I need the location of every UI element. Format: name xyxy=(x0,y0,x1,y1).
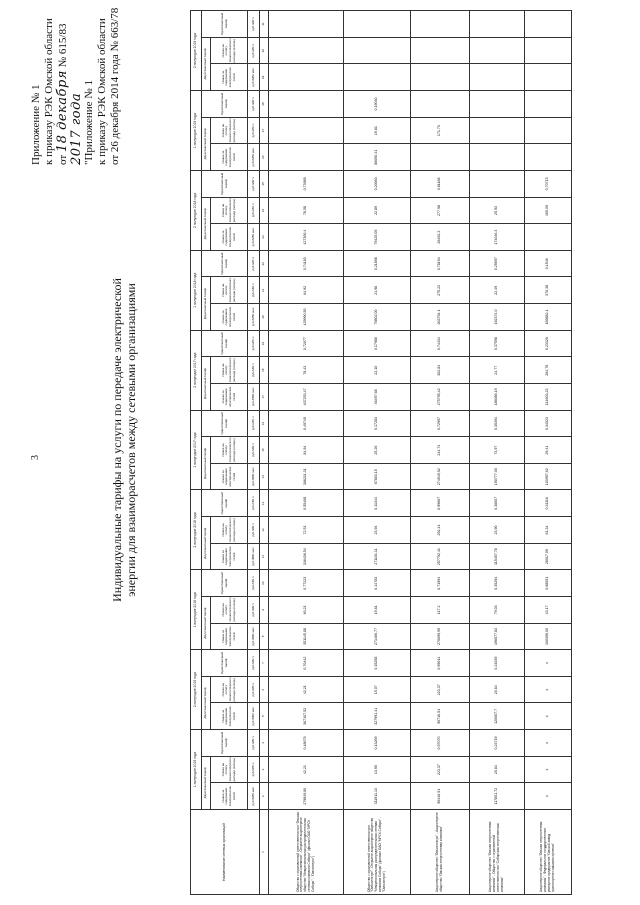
column-number: 24 xyxy=(260,197,269,224)
tariff-value-cell: 244,74 xyxy=(411,437,470,464)
column-number: 16 xyxy=(260,410,269,437)
unit-kwh: руб./кВт·ч xyxy=(248,250,260,277)
tariff-value-cell: 0,55408 xyxy=(269,490,344,517)
tariff-value-cell: x xyxy=(525,703,572,730)
tariff-value-cell xyxy=(525,224,572,251)
tariff-value-cell: 0,99667 xyxy=(411,490,470,517)
unit-mw: руб./МВт·мес xyxy=(248,144,260,171)
tariff-value-cell xyxy=(525,37,572,64)
two-rate-header: Двухставочный тариф xyxy=(202,277,211,330)
tariff-value-cell: 275,22 xyxy=(411,277,470,304)
unit-kwh: руб./кВт·ч xyxy=(248,490,260,517)
single-rate-header: Одноставочный тариф xyxy=(202,11,248,38)
tariff-value-cell: 0,38007 xyxy=(470,490,525,517)
appendix-line-1: Приложение № 1 xyxy=(30,84,42,165)
unit-kwh: руб./кВт·ч xyxy=(248,37,260,64)
tariff-value-cell: x xyxy=(525,676,572,703)
unit-kwh: руб./кВт·ч xyxy=(248,756,260,783)
two-rate-header: Двухставочный тариф xyxy=(202,517,211,570)
tariff-value-cell: 223,37 xyxy=(411,676,470,703)
tariff-value-cell: 22,89 xyxy=(344,197,411,224)
loss-rate-header: ставка на оплату технологического расхода (потерь) xyxy=(211,357,248,384)
tariff-value-cell: 192374,0 xyxy=(470,304,525,331)
tariff-value-cell: 367107,52 xyxy=(269,703,344,730)
handwritten-year: 2017 года xyxy=(69,92,84,165)
unit-kwh: руб./кВт·ч xyxy=(248,517,260,544)
tariff-value-cell xyxy=(344,37,411,64)
tariff-value-cell: 79,03 xyxy=(470,597,525,624)
tariff-value-cell: 171,73 xyxy=(411,117,470,144)
handwritten-date: 18 декабря xyxy=(55,70,70,153)
appendix-from: от xyxy=(57,154,69,165)
title-line-1: Индивидуальные тарифы на услуги по передаче электрической xyxy=(110,278,124,602)
loss-rate-header: ставка на оплату технологического расхода (потерь) xyxy=(211,117,248,144)
tariff-value-cell: 0,17986 xyxy=(344,330,411,357)
tariff-value-cell: 190777,00 xyxy=(470,463,525,490)
tariff-value-cell: 28017,09 xyxy=(525,543,572,570)
tariff-value-cell: 20,84 xyxy=(470,756,525,783)
loss-rate-header: ставка на оплату технологического расхода (потерь) xyxy=(211,517,248,544)
org-name-header: Наименование сетевых организаций xyxy=(191,810,260,895)
unit-kwh: руб./кВт·ч xyxy=(248,570,260,597)
column-number: 8 xyxy=(260,623,269,650)
tariff-value-cell: 0,48679 xyxy=(269,730,344,757)
maintenance-rate-header: ставка за содержание электрических сетей xyxy=(211,623,248,650)
tariff-value-cell: 0,49749 xyxy=(269,410,344,437)
tariff-value-cell: 0,73989 xyxy=(269,171,344,198)
unit-kwh: руб./кВт·ч xyxy=(248,676,260,703)
tariff-value-cell: 86050,41 xyxy=(344,144,411,171)
tariff-value-cell: x xyxy=(525,783,572,810)
tariff-value-cell: 0,37598 xyxy=(470,330,525,357)
table-row xyxy=(411,11,470,895)
unit-kwh: руб./кВт·ч xyxy=(248,357,260,384)
column-number: 9 xyxy=(260,597,269,624)
tariff-value-cell: 223,37 xyxy=(411,756,470,783)
year-header: 2 полугодие 2017 года xyxy=(191,330,202,410)
tariff-value-cell: 78,43 xyxy=(269,357,344,384)
tariff-value-cell: 26492,3 xyxy=(411,224,470,251)
tariff-value-cell xyxy=(470,37,525,64)
column-number: 21 xyxy=(260,277,269,304)
tariff-value-cell xyxy=(470,117,525,144)
unit-kwh: руб./кВт·ч xyxy=(248,597,260,624)
tariff-value-cell xyxy=(269,64,344,91)
tariff-value-cell: 19,81 xyxy=(344,597,411,624)
year-header: 2 полугодие 2015 года xyxy=(191,650,202,730)
tariff-value-cell: x xyxy=(525,650,572,677)
table-row xyxy=(470,11,525,895)
column-number: 11 xyxy=(260,543,269,570)
tariff-value-cell: 22,10 xyxy=(344,357,411,384)
tariff-value-cell: 351145,88 xyxy=(269,623,344,650)
tariff-table xyxy=(190,10,572,895)
tariff-value-cell: 0,1546 xyxy=(525,250,572,277)
year-header: 2 полугодие 2018 года xyxy=(191,171,202,251)
tariff-value-cell xyxy=(470,11,525,38)
tariff-value-cell: 0,15258 xyxy=(344,650,411,677)
org-name-cell: Общество с ограниченной ответственностью "Омская энергосетевая компания" - Открытое акционерное общество "Межрегиональная распределительная сетевая компания Сибири" (филиал ОАО "МРСК Сибири" - "Омскэнерго") xyxy=(269,810,344,895)
single-rate-header: Одноставочный тариф xyxy=(202,490,248,517)
column-number: 30 xyxy=(260,37,269,64)
column-number: 7 xyxy=(260,650,269,677)
tariff-value-cell: 0,74183 xyxy=(269,250,344,277)
maintenance-rate-header: ставка за содержание электрических сетей xyxy=(211,463,248,490)
appendix-line-3 xyxy=(56,5,70,165)
column-number: 18 xyxy=(260,357,269,384)
tariff-value-cell: 0,35294 xyxy=(470,570,525,597)
appendix-line-2: к приказу РЭК Омской области xyxy=(43,18,55,165)
column-number: 20 xyxy=(260,304,269,331)
tariff-value-cell: x xyxy=(525,756,572,783)
column-number: 23 xyxy=(260,224,269,251)
tariff-value-cell xyxy=(525,144,572,171)
column-number: 6 xyxy=(260,676,269,703)
tariff-value-cell: 257792,41 xyxy=(411,543,470,570)
year-header: 2 полугодие 2019 года xyxy=(191,11,202,91)
tariff-value-cell: 25,26 xyxy=(344,437,411,464)
year-header: 1 полугодие 2019 года xyxy=(191,91,202,171)
tariff-value-cell: 0,25697 xyxy=(470,250,525,277)
maintenance-rate-header: ставка за содержание электрических сетей xyxy=(211,304,248,331)
tariff-value-cell: 46497,68 xyxy=(344,384,411,411)
tariff-value-cell: 0,68051 xyxy=(525,570,572,597)
tariff-value-cell: 60,21 xyxy=(269,597,344,624)
tariff-value-cell xyxy=(525,64,572,91)
tariff-value-cell: 0,72997 xyxy=(411,410,470,437)
tariff-value-cell: 274549,92 xyxy=(411,463,470,490)
column-number: 2 xyxy=(260,783,269,810)
maintenance-rate-header: ставка за содержание электрических сетей xyxy=(211,224,248,251)
unit-kwh: руб./кВт·ч xyxy=(248,437,260,464)
unit-kwh: руб./кВт·ч xyxy=(248,197,260,224)
single-rate-header: Одноставочный тариф xyxy=(202,91,248,118)
tariff-value-cell: 336436,54 xyxy=(269,543,344,570)
tariff-value-cell xyxy=(269,144,344,171)
tariff-value-cell: 0,23719 xyxy=(470,730,525,757)
tariff-value-cell: 29,41 xyxy=(525,437,572,464)
tariff-value-cell xyxy=(525,91,572,118)
tariff-value-cell: 23,94 xyxy=(344,517,411,544)
tariff-value-cell: 103957,62 xyxy=(525,463,572,490)
tariff-value-cell xyxy=(344,64,411,91)
tariff-value-cell: 0,81168 xyxy=(411,171,470,198)
tariff-value-cell xyxy=(344,11,411,38)
tariff-value-cell: 189882,1 xyxy=(525,304,572,331)
loss-rate-header: ставка на оплату технологического расхода (потерь) xyxy=(211,37,248,64)
tariff-value-cell: 0,70715 xyxy=(525,171,572,198)
tariff-value-cell: 43,17 xyxy=(525,597,572,624)
tariff-value-cell xyxy=(269,117,344,144)
tariff-value-cell: 0,99014 xyxy=(411,650,470,677)
tariff-value-cell: 0,78194 xyxy=(411,250,470,277)
maintenance-rate-header: ставка за содержание электрических сетей xyxy=(211,543,248,570)
tariff-value-cell: 67803,15 xyxy=(344,463,411,490)
tariff-value-cell: 407253,47 xyxy=(269,384,344,411)
table-row xyxy=(269,11,344,895)
tariff-value-cell: 0,14783 xyxy=(344,570,411,597)
appendix-header xyxy=(30,5,122,165)
tariff-value-cell: 0,20063 xyxy=(344,171,411,198)
two-rate-header: Двухставочный тариф xyxy=(202,437,211,490)
tariff-value-cell xyxy=(269,11,344,38)
unit-kwh: руб./кВт·ч xyxy=(248,650,260,677)
column-number: 5 xyxy=(260,703,269,730)
tariff-value-cell: 100396,00 xyxy=(525,623,572,650)
tariff-value-cell: 277,98 xyxy=(411,197,470,224)
tariff-value-cell xyxy=(411,144,470,171)
year-header: 1 полугодие 2017 года xyxy=(191,410,202,490)
column-number: 12 xyxy=(260,517,269,544)
loss-rate-header: ставка на оплату технологического расхода (потерь) xyxy=(211,277,248,304)
appendix-line-4: "Приложение № 1 xyxy=(83,79,95,165)
tariff-value-cell: 120007,7 xyxy=(470,703,525,730)
tariff-value-cell: 21,98 xyxy=(344,277,411,304)
two-rate-header: Двухставочный тариф xyxy=(202,197,211,250)
tariff-value-cell: 79802,00 xyxy=(344,304,411,331)
tariff-value-cell: 115457,78 xyxy=(470,543,525,570)
tariff-value-cell: 279849,80 xyxy=(269,783,344,810)
tariff-value-cell: 196077,83 xyxy=(470,623,525,650)
tariff-value-cell xyxy=(525,11,572,38)
unit-kwh: руб./кВт·ч xyxy=(248,91,260,118)
loss-rate-header: ставка на оплату технологического расхода (потерь) xyxy=(211,676,248,703)
unit-kwh: руб./кВт·ч xyxy=(248,730,260,757)
year-header: 1 полугодие 2018 года xyxy=(191,250,202,330)
tariff-value-cell: 263794,1 xyxy=(411,304,470,331)
tariff-value-cell: 0,11344 xyxy=(344,490,411,517)
maintenance-rate-header: ставка за содержание электрических сетей xyxy=(211,64,248,91)
tariff-value-cell: 386211,31 xyxy=(269,463,344,490)
maintenance-rate-header: ставка за содержание электрических сетей xyxy=(211,703,248,730)
tariff-value-cell xyxy=(411,91,470,118)
tariff-value-cell: 292,41 xyxy=(411,517,470,544)
title-line-2: энергии для взаиморасчетов между сетевыми организациями xyxy=(124,283,138,597)
tariff-value-cell: 0,71994 xyxy=(411,570,470,597)
tariff-value-cell: 270099,99 xyxy=(411,623,470,650)
tariff-value-cell xyxy=(411,37,470,64)
unit-mw: руб./МВт·мес xyxy=(248,224,260,251)
unit-kwh: руб./кВт·ч xyxy=(248,117,260,144)
tariff-value-cell: 114603,23 xyxy=(525,384,572,411)
column-number: 17 xyxy=(260,384,269,411)
tariff-value-cell: 90716,51 xyxy=(411,703,470,730)
tariff-value-cell: 302,84 xyxy=(411,357,470,384)
tariff-value-cell: 264,78 xyxy=(525,357,572,384)
column-number: 25 xyxy=(260,171,269,198)
tariff-value-cell xyxy=(470,91,525,118)
tariff-value-cell: 271101,11 xyxy=(344,543,411,570)
tariff-value-cell: 0,23326 xyxy=(525,330,572,357)
year-header: 2 полугодие 2016 года xyxy=(191,490,202,570)
column-number: 26 xyxy=(260,144,269,171)
column-number: 31 xyxy=(260,11,269,38)
tariff-value-cell: 165,09 xyxy=(525,197,572,224)
tariff-value-cell xyxy=(470,64,525,91)
unit-mw: руб./МВт·мес xyxy=(248,623,260,650)
column-number: 10 xyxy=(260,570,269,597)
single-rate-header: Одноставочный тариф xyxy=(202,730,248,757)
appendix-line-5: к приказу РЭК Омской области xyxy=(96,18,108,165)
loss-rate-header: ставка на оплату технологического расхода (потерь) xyxy=(211,756,248,783)
tariff-value-cell: 117801,72 xyxy=(470,783,525,810)
single-rate-header: Одноставочный тариф xyxy=(202,250,248,277)
tariff-value-cell: 42,21 xyxy=(269,676,344,703)
unit-kwh: руб./кВт·ч xyxy=(248,11,260,38)
maintenance-rate-header: ставка за содержание электрических сетей xyxy=(211,384,248,411)
tariff-value-cell: 22,49 xyxy=(470,277,525,304)
unit-kwh: руб./кВт·ч xyxy=(248,171,260,198)
tariff-value-cell xyxy=(269,37,344,64)
two-rate-header: Двухставочный тариф xyxy=(202,676,211,729)
two-rate-header: Двухставочный тариф xyxy=(202,756,211,809)
unit-kwh: руб./кВт·ч xyxy=(248,410,260,437)
unit-mw: руб./МВт·мес xyxy=(248,543,260,570)
tariff-value-cell xyxy=(525,117,572,144)
tariff-value-cell: 90446,51 xyxy=(411,783,470,810)
unit-mw: руб./МВт·мес xyxy=(248,703,260,730)
single-rate-header: Одноставочный тариф xyxy=(202,570,248,597)
single-rate-header: Одноставочный тариф xyxy=(202,650,248,677)
tariff-value-cell: 0,31116 xyxy=(525,490,572,517)
tariff-value-cell: 0,72077 xyxy=(269,330,344,357)
tariff-value-cell: x xyxy=(525,730,572,757)
table-row xyxy=(344,11,411,895)
tariff-value-cell: 370,38 xyxy=(525,277,572,304)
unit-mw: руб./МВт·мес xyxy=(248,384,260,411)
tariff-value-cell: 61,34 xyxy=(525,517,572,544)
column-number: 19 xyxy=(260,330,269,357)
loss-rate-header: ставка на оплату технологического расхода (потерь) xyxy=(211,437,248,464)
org-name-cell: Акционерное общество "Омская энергосетевая компания" - Общество с ограниченной ответственностью "Сибирская энергетическая компания" xyxy=(470,810,525,895)
tariff-value-cell: 0,19030 xyxy=(344,91,411,118)
two-rate-header: Двухставочный тариф xyxy=(202,117,211,170)
column-number: 14 xyxy=(260,463,269,490)
appendix-line-6: от 26 декабря 2014 года № 663/78 xyxy=(109,7,121,165)
tariff-value-cell: 19,81 xyxy=(344,117,411,144)
tariff-value-cell xyxy=(411,64,470,91)
maintenance-rate-header: ставка за содержание электрических сетей xyxy=(211,783,248,810)
tariff-value-cell: 73,97 xyxy=(470,437,525,464)
org-name-cell: Акционерное общество "Омская энергосетевая компания" - Федеральное государственное унитарное предприятие "Омский завод транспортного машиностроения" xyxy=(525,810,572,895)
tariff-value-cell: 25,93 xyxy=(470,197,525,224)
unit-mw: руб./МВт·мес xyxy=(248,304,260,331)
tariff-value-cell: 0,17283 xyxy=(344,410,411,437)
org-name-cell: Общество с ограниченной ответственностью "Омскэлектро" - Открытое акционерное общество "Межрегиональная распределительная сетевая компания Сибири" (филиал ОАО "МРСК Сибири" - "Омскэнерго") xyxy=(344,810,411,895)
tariff-value-cell xyxy=(470,144,525,171)
maintenance-rate-header: ставка за содержание электрических сетей xyxy=(211,144,248,171)
column-number: 3 xyxy=(260,756,269,783)
tariff-value-cell: 186086,19 xyxy=(470,384,525,411)
year-header: 1 полугодие 2016 года xyxy=(191,570,202,650)
column-number: 22 xyxy=(260,250,269,277)
tariff-value-cell: 0,35394 xyxy=(470,410,525,437)
unit-mw: руб./МВт·мес xyxy=(248,64,260,91)
tariff-value-cell: 42,21 xyxy=(269,756,344,783)
tariff-value-cell: 0,97070 xyxy=(411,730,470,757)
tariff-value-cell: 427300,4 xyxy=(269,224,344,251)
tariff-value-cell: 72,51 xyxy=(269,517,344,544)
tariff-value-cell: 0,13269 xyxy=(344,730,411,757)
column-number: 28 xyxy=(260,91,269,118)
tariff-value-cell: 275795,42 xyxy=(411,384,470,411)
column-number: 15 xyxy=(260,437,269,464)
tariff-value-cell: 271466,77 xyxy=(344,623,411,650)
tariff-value-cell xyxy=(411,11,470,38)
tariff-value-cell: 84,94 xyxy=(269,437,344,464)
tariff-value-cell: 174046,3 xyxy=(470,224,525,251)
tariff-value-cell: 117,2 xyxy=(411,597,470,624)
tariff-value-cell: 429990,50 xyxy=(269,304,344,331)
column-number: 13 xyxy=(260,490,269,517)
tariff-value-cell: 13,90 xyxy=(344,756,411,783)
tariff-value-cell: 64,92 xyxy=(269,277,344,304)
tariff-value-cell: 0,74434 xyxy=(411,330,470,357)
tariff-value-cell: 0,77223 xyxy=(269,570,344,597)
tariff-value-cell: 0,70442 xyxy=(269,650,344,677)
unit-kwh: руб./кВт·ч xyxy=(248,330,260,357)
column-number: 27 xyxy=(260,117,269,144)
column-number: 1 xyxy=(260,810,269,895)
tariff-value-cell: 78,58 xyxy=(269,197,344,224)
tariff-value-cell xyxy=(470,171,525,198)
unit-mw: руб./МВт·мес xyxy=(248,783,260,810)
loss-rate-header: ставка на оплату технологического расхода (потерь) xyxy=(211,597,248,624)
two-rate-header: Двухставочный тариф xyxy=(202,357,211,410)
single-rate-header: Одноставочный тариф xyxy=(202,330,248,357)
tariff-value-cell: 0,34023 xyxy=(525,410,572,437)
tariff-value-cell: 327991,41 xyxy=(344,703,411,730)
document-title xyxy=(110,225,138,655)
column-number: 29 xyxy=(260,64,269,91)
tariff-value-cell: 79425,05 xyxy=(344,224,411,251)
loss-rate-header: ставка на оплату технологического расхода (потерь) xyxy=(211,197,248,224)
column-number: 4 xyxy=(260,730,269,757)
tariff-value-cell: 15,07 xyxy=(344,676,411,703)
single-rate-header: Одноставочный тариф xyxy=(202,171,248,198)
year-header: 1 полугодие 2015 года xyxy=(191,730,202,810)
unit-kwh: руб./кВт·ч xyxy=(248,277,260,304)
org-name-cell: Акционерное общество "Омскэлектро" - Акционерное общество "Омская энергосетевая компания" xyxy=(411,810,470,895)
tariff-value-cell: 20,84 xyxy=(470,676,525,703)
two-rate-header: Двухставочный тариф xyxy=(202,37,211,90)
tariff-value-cell: 24,77 xyxy=(470,357,525,384)
table-row xyxy=(525,11,572,895)
tariff-value-cell xyxy=(269,91,344,118)
tariff-value-cell: 0,24039 xyxy=(470,650,525,677)
tariff-value-cell: 0,21898 xyxy=(344,250,411,277)
tariff-value-cell: 311911,13 xyxy=(344,783,411,810)
tariff-value-cell: 23,90 xyxy=(470,517,525,544)
single-rate-header: Одноставочный тариф xyxy=(202,410,248,437)
page-number: 3 xyxy=(30,455,41,460)
unit-mw: руб./МВт·мес xyxy=(248,463,260,490)
two-rate-header: Двухставочный тариф xyxy=(202,597,211,650)
appendix-order-number: № 615/83 xyxy=(57,23,69,68)
